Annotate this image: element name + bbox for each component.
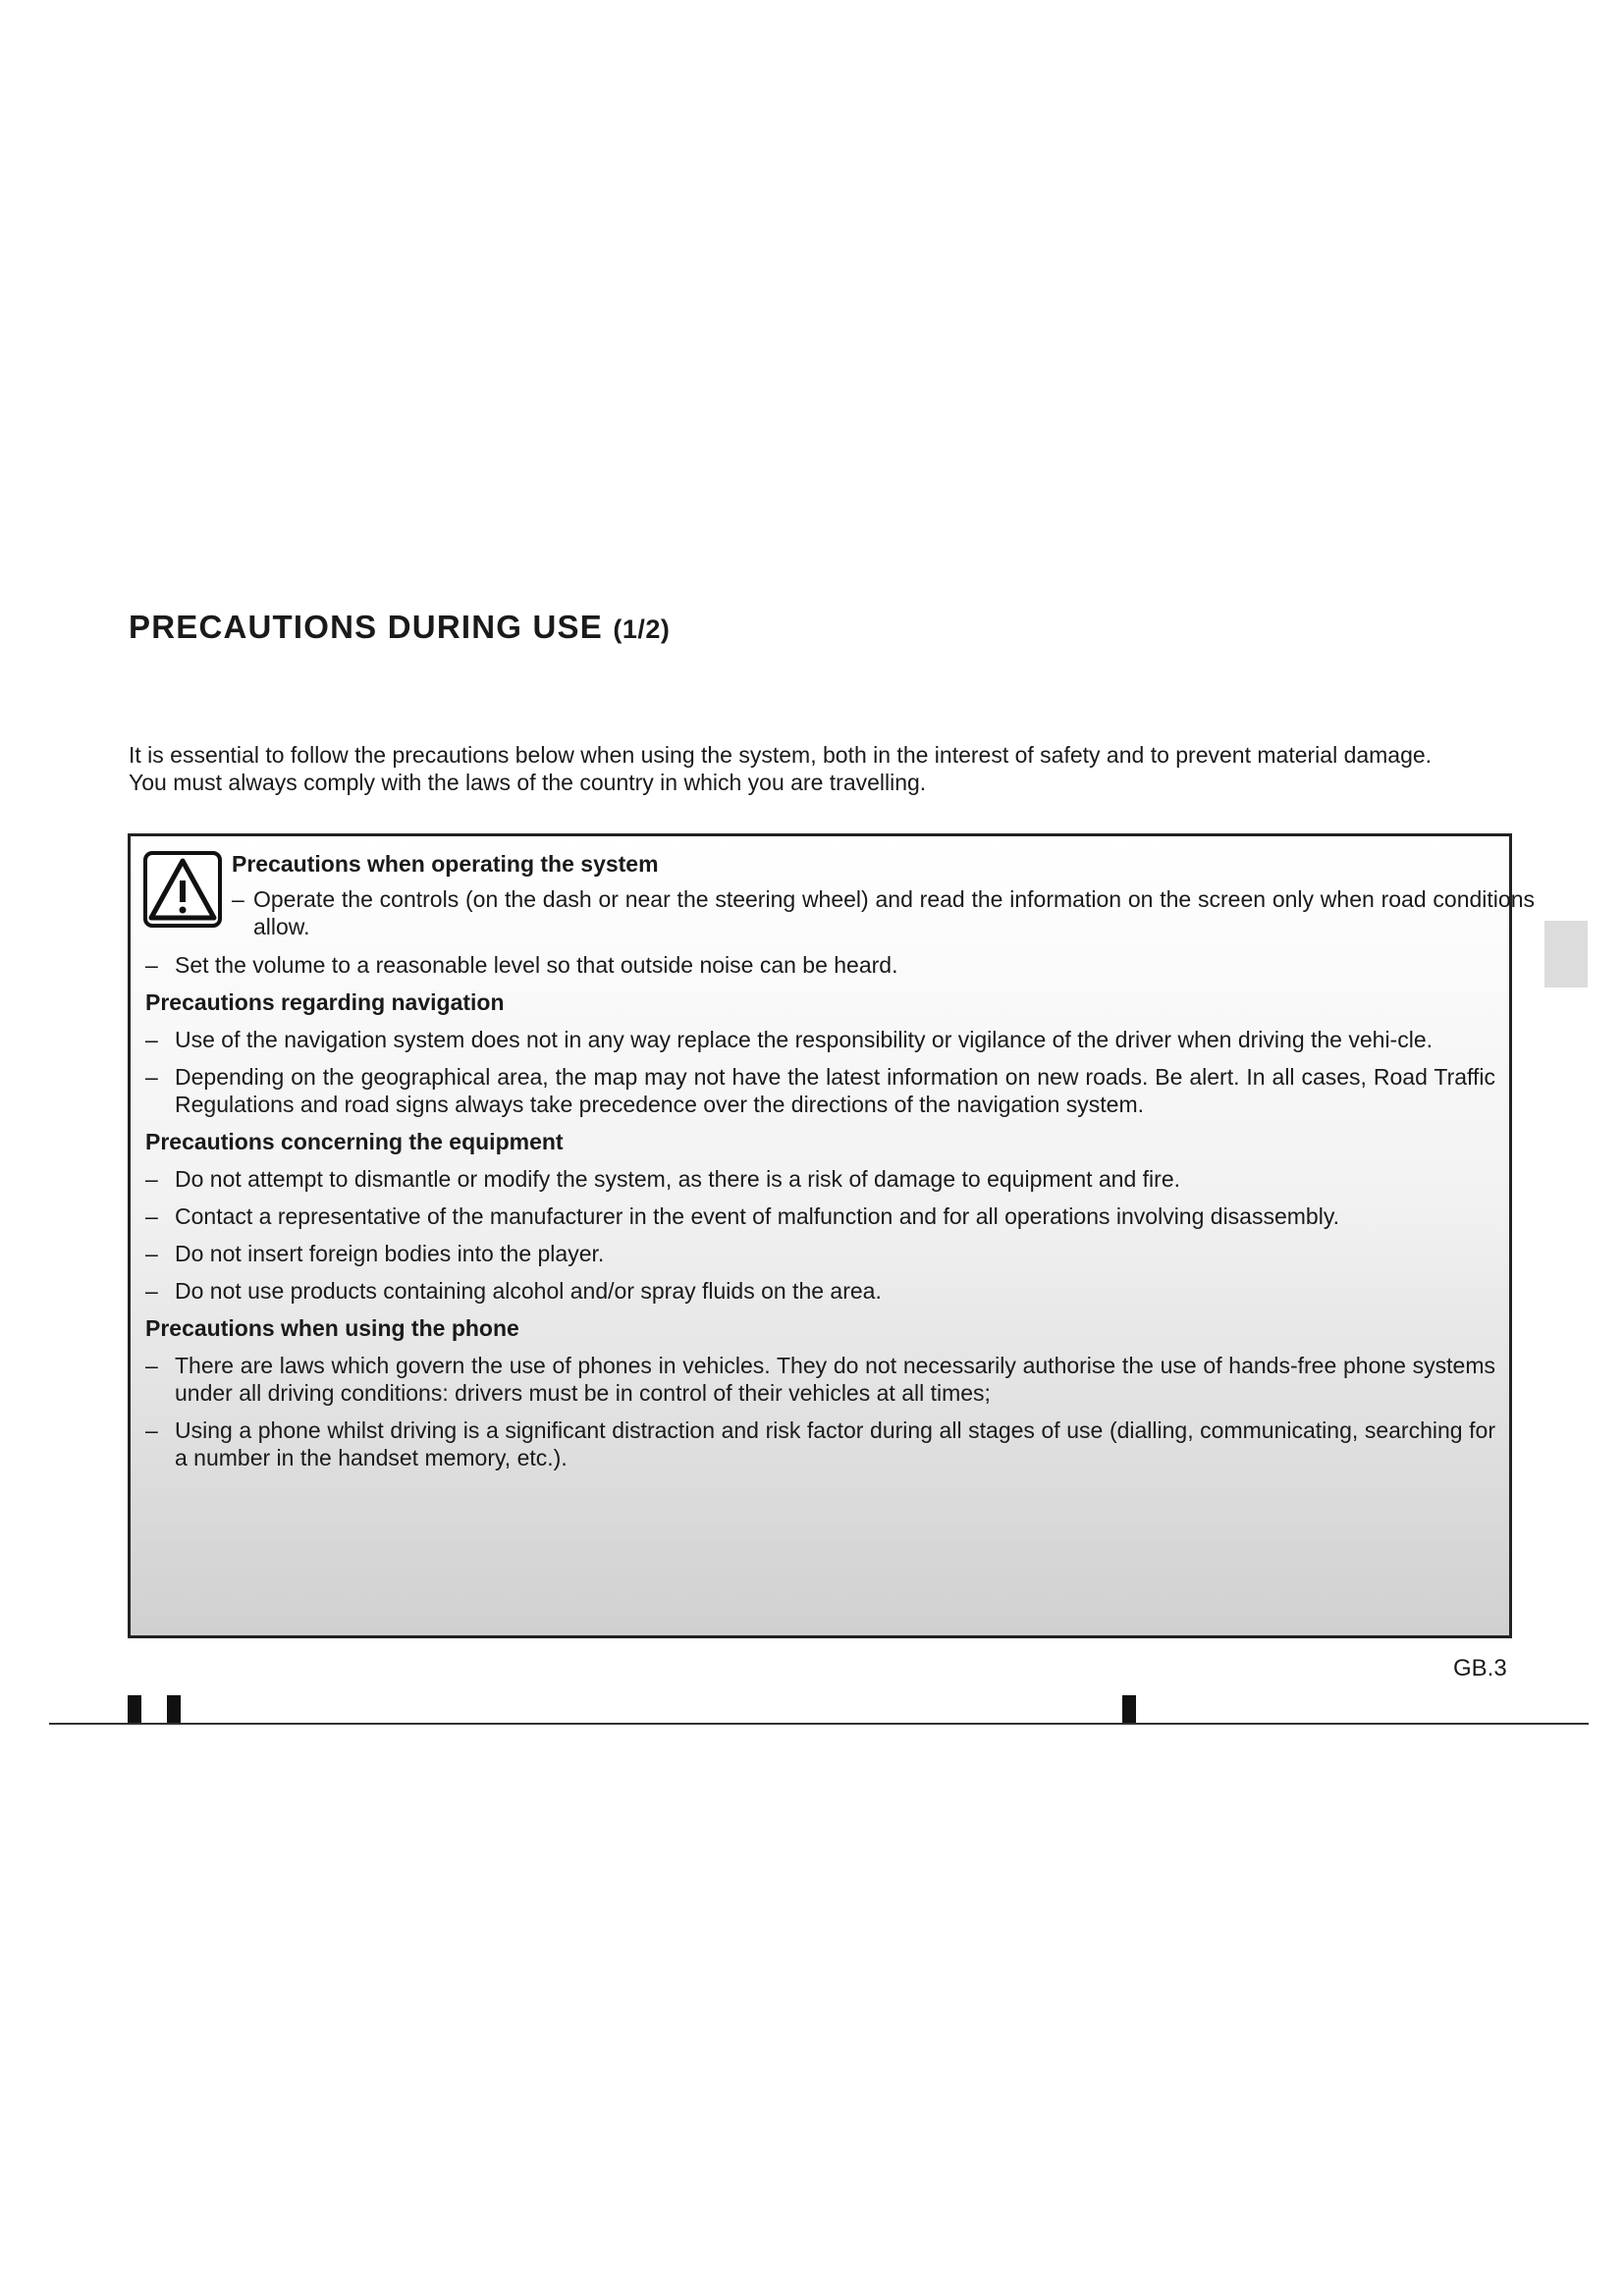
section-equipment <box>145 1128 1495 1305</box>
list-item-text: Do not use products containing alcohol and/or spray fluids on the area. <box>175 1278 882 1304</box>
chapter-tab-marker <box>1544 921 1588 988</box>
section-heading: Precautions regarding navigation <box>145 989 505 1015</box>
section-phone <box>145 1314 1495 1471</box>
list-item <box>145 1416 1495 1471</box>
precautions-box <box>128 833 1535 1638</box>
dash-bullet: – <box>145 1353 158 1378</box>
section-heading: Precautions when using the phone <box>145 1315 519 1341</box>
page-title <box>129 609 670 646</box>
list-item <box>145 1026 1495 1053</box>
section-heading: Precautions when operating the system <box>232 851 659 877</box>
print-mark <box>167 1695 181 1724</box>
list-item <box>145 1165 1495 1193</box>
list-item-text: Do not insert foreign bodies into the player. <box>175 1241 605 1266</box>
list-item-text: Set the volume to a reasonable level so that outside noise can be heard. <box>175 952 898 978</box>
intro-text <box>129 741 1523 796</box>
list-item-text: Operate the controls (on the dash or near the steering wheel) and read the information on the screen only when road conditions allow. <box>253 886 1535 939</box>
list-item-text: Contact a representative of the manufacturer in the event of malfunction and for all operations involving disassembly. <box>175 1203 1340 1229</box>
list-item <box>145 1240 1495 1267</box>
list-item <box>145 1277 1495 1305</box>
print-mark <box>128 1695 141 1724</box>
dash-bullet: – <box>145 1241 158 1266</box>
footer-rule <box>49 1723 1589 1725</box>
dash-bullet: – <box>145 1203 158 1229</box>
box-content <box>145 850 1535 1481</box>
list-item-text: Do not attempt to dismantle or modify the system, as there is a risk of damage to equipment and fire. <box>175 1166 1180 1192</box>
list-item <box>145 1202 1495 1230</box>
list-item-text: Use of the navigation system does not in any way replace the responsibility or vigilance of the driver when driving the vehi-cle. <box>175 1027 1434 1052</box>
intro-line: It is essential to follow the precautions below when using the system, both in the interest of safety and to prevent material damage. <box>129 742 1433 768</box>
section-operating <box>145 850 1535 979</box>
dash-bullet: – <box>145 1166 158 1192</box>
list-item <box>145 951 1495 979</box>
dash-bullet: – <box>145 1417 158 1443</box>
list-item-text: Using a phone whilst driving is a significant distraction and risk factor during all stages of use (dialling, communicating, searching for a number in the handset memory, etc.). <box>175 1417 1495 1470</box>
list-item-text: Depending on the geographical area, the map may not have the latest information on new roads. Be alert. In all cases, Road Traffic Regulations and road signs always take precedence over the directions of the navigation system. <box>175 1064 1495 1117</box>
section-navigation <box>145 988 1495 1118</box>
dash-bullet: – <box>145 1064 158 1090</box>
list-item-text: There are laws which govern the use of phones in vehicles. They do not necessarily authorise the use of hands-free phone systems under all driving conditions: drivers must be in control of their vehicles at all times; <box>175 1353 1495 1406</box>
intro-line: You must always comply with the laws of the country in which you are travelling. <box>129 770 927 795</box>
dash-bullet: – <box>145 1027 158 1052</box>
print-mark <box>1122 1695 1136 1724</box>
section-heading: Precautions concerning the equipment <box>145 1129 564 1154</box>
dash-bullet: – <box>232 886 244 912</box>
page-title-part: (1/2) <box>613 614 671 644</box>
dash-bullet: – <box>145 952 158 978</box>
list-item <box>145 1063 1495 1118</box>
page-number: GB.3 <box>1453 1655 1507 1682</box>
list-item <box>145 1352 1495 1407</box>
list-item <box>232 885 1535 940</box>
dash-bullet: – <box>145 1278 158 1304</box>
page-title-text: PRECAUTIONS DURING USE <box>129 609 603 645</box>
